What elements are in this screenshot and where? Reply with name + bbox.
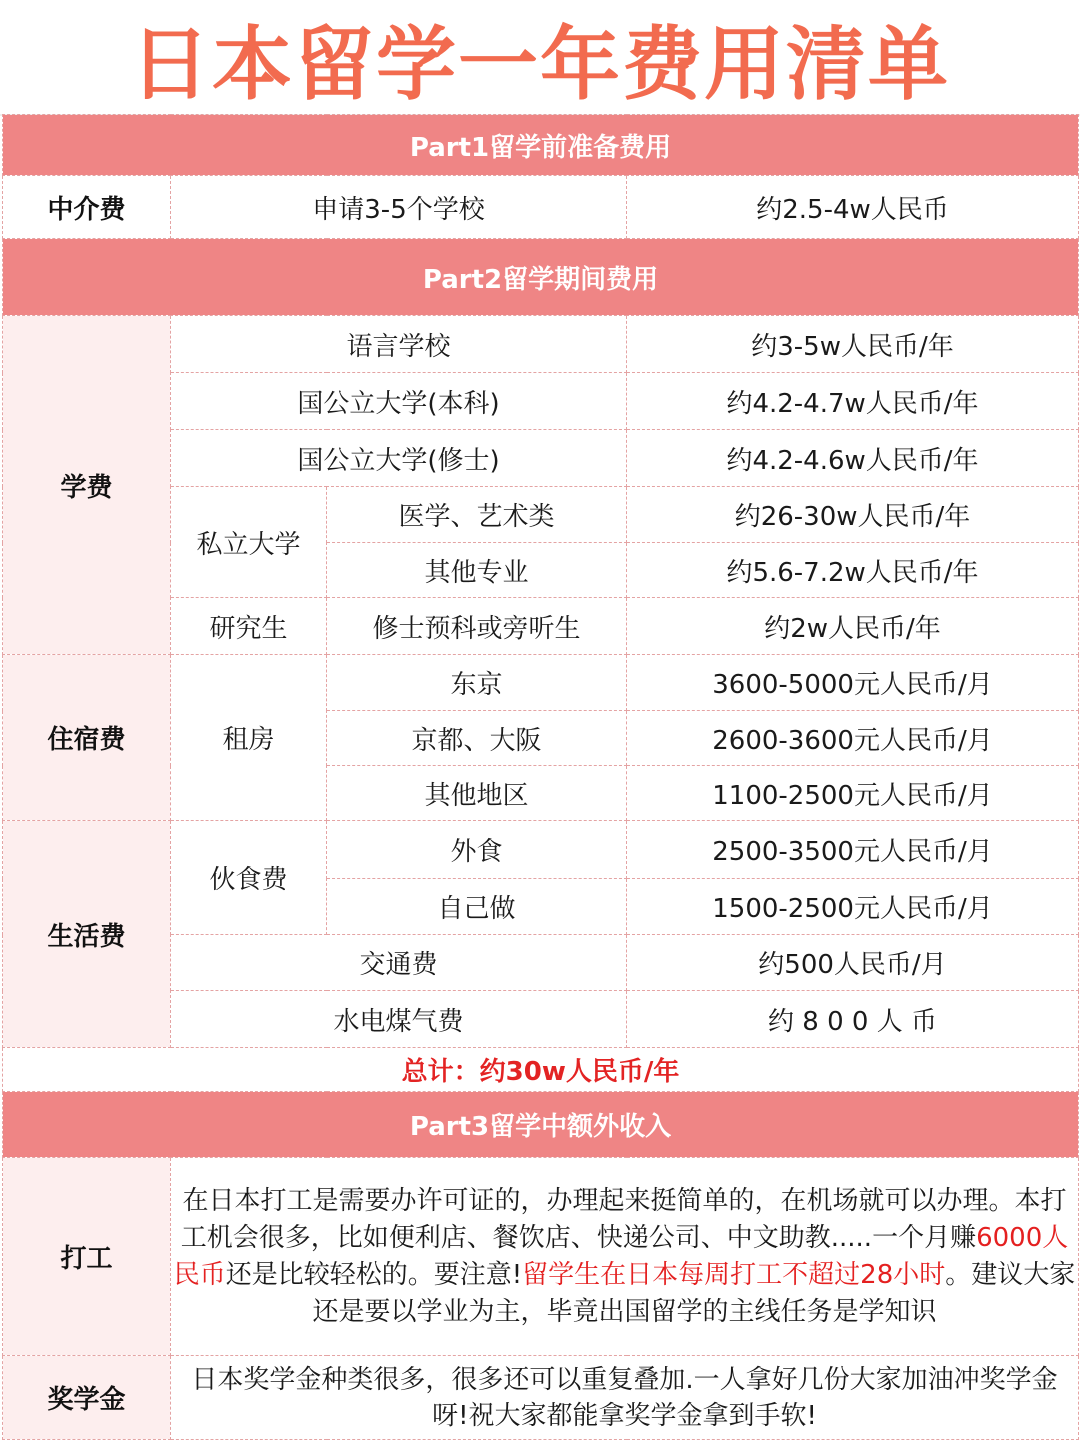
part3-header-row <box>3 1092 1079 1158</box>
tuition-item-cost: 约26-30w人民币/年 <box>627 487 1079 543</box>
work-text-part: 还是比较轻松的。要注意! <box>225 1259 523 1290</box>
living-item-name: 水电煤气费 <box>171 991 627 1048</box>
work-text-part: 。建议大家还是要以学业为主，毕竟出国留学的主线任务是学知识 <box>312 1259 1076 1327</box>
work-income-highlight: 6000人民币 <box>173 1222 1069 1290</box>
tuition-item-cost: 约4.2-4.7w人民币/年 <box>627 373 1079 430</box>
part2-header-row <box>3 239 1079 316</box>
living-item-cost: 约500人民币/月 <box>627 935 1079 991</box>
table-row <box>3 1356 1079 1440</box>
living-item-name: 交通费 <box>171 935 627 991</box>
work-hours-warning: 留学生在日本每周打工不超过28小时 <box>522 1259 946 1290</box>
living-item-cost: 约 8 0 0 人 币 <box>627 991 1079 1048</box>
table-row <box>3 1158 1079 1356</box>
rent-label: 租房 <box>171 655 327 821</box>
scholarship-label: 奖学金 <box>3 1356 171 1440</box>
table-row <box>3 316 1079 373</box>
tuition-item-cost: 约4.2-4.6w人民币/年 <box>627 430 1079 487</box>
living-item-cost: 1500-2500元人民币/月 <box>627 879 1079 935</box>
part1-header-row <box>3 115 1079 176</box>
work-label: 打工 <box>3 1158 171 1356</box>
agency-cost: 约2.5-4w人民币 <box>627 176 1079 239</box>
living-item-name: 外食 <box>327 821 627 879</box>
housing-label: 住宿费 <box>3 655 171 821</box>
work-description <box>171 1158 1079 1356</box>
housing-item-cost: 2600-3600元人民币/月 <box>627 711 1079 766</box>
scholarship-description: 日本奖学金种类很多，很多还可以重复叠加.一人拿好几份大家加油冲奖学金呀!祝大家都能拿奖学金拿到手软! <box>171 1356 1079 1440</box>
living-item-cost: 2500-3500元人民币/月 <box>627 821 1079 879</box>
tuition-item-name: 其他专业 <box>327 543 627 598</box>
page-title: 日本留学一年费用清单 <box>0 0 1080 116</box>
housing-item-cost: 1100-2500元人民币/月 <box>627 766 1079 821</box>
tuition-item-name: 修士预科或旁听生 <box>327 598 627 655</box>
tuition-item-name: 医学、艺术类 <box>327 487 627 543</box>
table-row <box>3 176 1079 239</box>
cost-table <box>2 114 1079 1440</box>
housing-item-name: 京都、大阪 <box>327 711 627 766</box>
tuition-item-name: 国公立大学(本科) <box>171 373 627 430</box>
part1-heading: Part1留学前准备费用 <box>3 115 1079 176</box>
tuition-item-name: 语言学校 <box>171 316 627 373</box>
housing-item-name: 其他地区 <box>327 766 627 821</box>
agency-desc: 申请3-5个学校 <box>171 176 627 239</box>
tuition-label: 学费 <box>3 316 171 655</box>
housing-item-name: 东京 <box>327 655 627 711</box>
tuition-item-cost: 约5.6-7.2w人民币/年 <box>627 543 1079 598</box>
part2-heading: Part2留学期间费用 <box>3 239 1079 316</box>
agency-label: 中介费 <box>3 176 171 239</box>
food-label: 伙食费 <box>171 821 327 935</box>
tuition-item-cost: 约3-5w人民币/年 <box>627 316 1079 373</box>
living-item-name: 自己做 <box>327 879 627 935</box>
work-text-part: 在日本打工是需要办许可证的，办理起来挺简单的，在机场就可以办理。本打工机会很多，比如便利店、餐饮店、快递公司、中文助教.....一个月赚 <box>180 1185 1067 1253</box>
tuition-item-cost: 约2w人民币/年 <box>627 598 1079 655</box>
housing-item-cost: 3600-5000元人民币/月 <box>627 655 1079 711</box>
living-label: 生活费 <box>3 821 171 1048</box>
part3-heading: Part3留学中额外收入 <box>3 1092 1079 1158</box>
total-row <box>3 1048 1079 1092</box>
research-label: 研究生 <box>171 598 327 655</box>
private-univ-label: 私立大学 <box>171 487 327 598</box>
total-cost: 总计：约30w人民币/年 <box>3 1048 1079 1092</box>
tuition-item-name: 国公立大学(修士) <box>171 430 627 487</box>
table-row <box>3 821 1079 879</box>
table-row <box>3 655 1079 711</box>
